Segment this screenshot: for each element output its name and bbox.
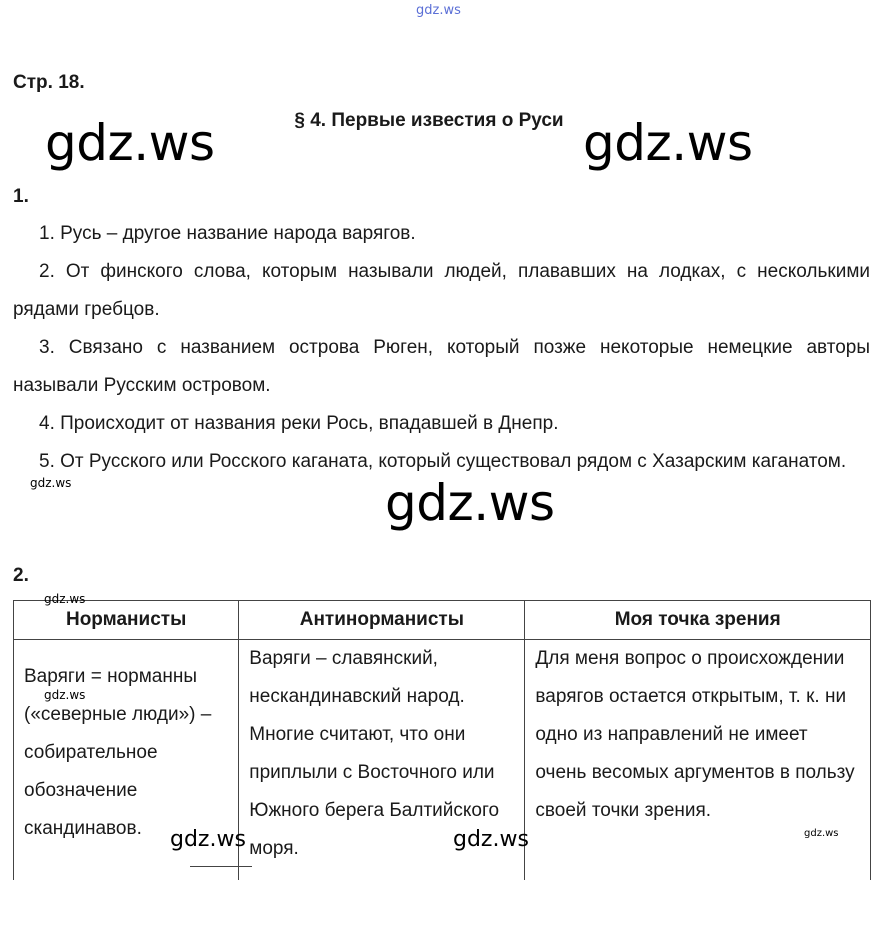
cell-antinormanists: Варяги – славянский, нескандинавский народ. Многие считают, что они приплыли с Восточного или Южного берега Балтийского моря. <box>239 640 525 881</box>
divider <box>190 866 252 867</box>
page-label: Стр. 18. <box>13 72 85 93</box>
answer-item-4: 4. Происходит от названия реки Рось, впадавшей в Днепр. <box>39 413 559 434</box>
comparison-table <box>13 600 871 880</box>
watermark-large-right: gdz.ws <box>583 114 753 172</box>
watermark-small-2: gdz.ws <box>44 592 86 606</box>
answer-item-1: 1. Русь – другое название народа варягов. <box>39 223 416 244</box>
question-1-number: 1. <box>13 186 29 207</box>
watermark-large-left: gdz.ws <box>45 114 215 172</box>
watermark-small-4: gdz.ws <box>804 828 839 839</box>
cell-normanists: Варяги = норманны («северные люди») – собирательное обозначение скандинавов. <box>14 640 239 881</box>
watermark-top: gdz.ws <box>416 3 461 18</box>
watermark-large-center: gdz.ws <box>385 474 555 532</box>
watermark-medium-2: gdz.ws <box>453 827 529 852</box>
watermark-small-1: gdz.ws <box>30 476 72 490</box>
watermark-small-3: gdz.ws <box>44 688 86 702</box>
cell-my-view: Для меня вопрос о происхождении варягов остается открытым, т. к. ни одно из направлений не имеет очень весомых аргументов в пользу своей точки зрения. <box>525 640 871 881</box>
watermark-medium-1: gdz.ws <box>170 827 246 852</box>
answer-item-5: 5. От Русского или Росского каганата, который существовал рядом с Хазарским каганатом. <box>39 451 847 472</box>
header-normanists: Норманисты <box>14 601 239 640</box>
table-row <box>14 640 871 881</box>
answer-item-2: 2. От финского слова, которым называли людей, плававших на лодках, с несколькими рядами гребцов. <box>13 261 870 320</box>
answer-item-3: 3. Связано с названием острова Рюген, который позже некоторые немецкие авторы называли Русским островом. <box>13 337 870 396</box>
question-2-number: 2. <box>13 565 29 586</box>
section-title: § 4. Первые известия о Руси <box>294 110 564 131</box>
header-antinormanists: Антинорманисты <box>239 601 525 640</box>
header-my-view: Моя точка зрения <box>525 601 871 640</box>
table-header-row <box>14 601 871 640</box>
